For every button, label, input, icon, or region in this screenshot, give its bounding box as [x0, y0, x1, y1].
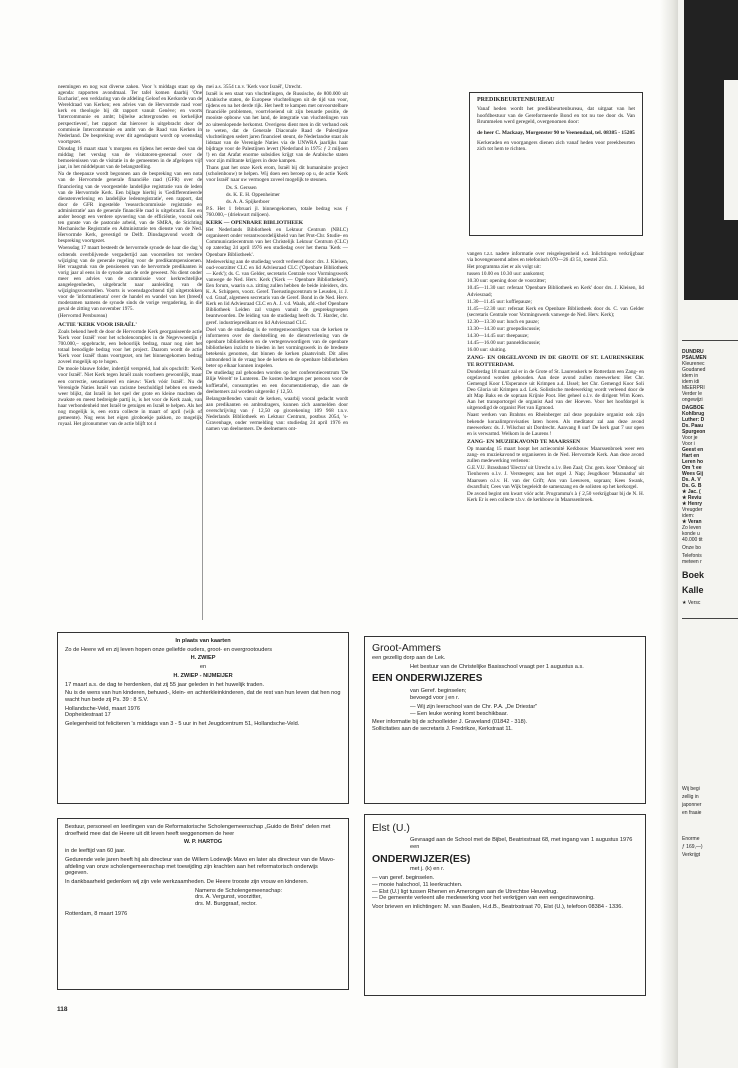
announcement-place: Hollandsche-Veld, maart 1976	[65, 705, 140, 712]
article-paragraph: De mooie blauwe folder, indertijd verspreid, had als opschrift: 'Kerk voor Israël'. Niet Kerk tegen Israël zoals voorheen gewoonlijk, maar een correctie, sensationeel en nieuw: 'Kerk vóór Israël'. Nu de Verenigde Naties Israël van racisme beschuldigd hebben en steeds weer blijkt, dat Israël in het spel der grote en kleine machten de zwakste en meest bedreigde partij is, is het voor de Kerk zaak, van haar verbondenheid met Israël te getuigen en Israël te helpen. Als het nog mogelijk is, een extra collecte in maart of april (wijk of gemeente). Nog eens het eigen giroboekje pakken, zo mogelijk royaal. Het gironummer van de actie blijft tot 4	[58, 366, 202, 428]
strip-line: Luther: D	[682, 417, 705, 423]
strip-line: Ds. G. B	[682, 483, 702, 489]
ad-list-item: — Wij zijn leerschool van de Chr. P.A. „De Driestar"	[410, 703, 538, 710]
strip-line: Kleurenec	[682, 361, 705, 367]
article-paragraph: tussen 10.00 en 10.30 uur: aankomst;	[467, 271, 545, 278]
article-paragraph: 10.30 uur: opening door de voorzitter;	[467, 278, 547, 285]
strip-line: DAGBOE	[682, 405, 704, 411]
article-paragraph: 10.45—11.30 uur: referaat 'Openbare Bibliotheek en Kerk' door drs. J. Kleisen, lid Adviesraad;	[467, 285, 644, 298]
strip-line: ★ Reviu	[682, 495, 702, 501]
obituary-text: Gedurende vele jaren heeft hij als directeur van de Willem Lodewijk Mavo en later als directeur van de Mavo-afdeling van onze scholengemeenschap met toewijding zijn krachten aan het reformatorisch onderwijs gegeven.	[65, 856, 335, 877]
deceased-name: W. P. HARTOG	[183, 839, 223, 846]
dark-image-block	[684, 0, 738, 300]
article-paragraph: Het Nederlands Bibliotheek en Lektuur Centrum (NBLC) organiseert onder verantwoordelijkheid van het Prot-Chr. Studie- en Communicatiecentrum van het Christelijk Lektuur Centrum (CLC) op zaterdag 24 april 1976 een studiedag over het thema 'Kerk — Openbare Bibliotheek'.	[206, 227, 348, 258]
article-paragraph: Donderdag 18 maart zal er in de Grote of St. Laurenskerk te Rotterdam een Zang- en orgelavond worden gehouden. Aan deze avond zullen meewerken: Het Chr. Gemengd Koor L'Esperance uit Krimpen a.d. IJssel; het Chr. Gemengd Koor Soli Deo Gloria uit Krimpen a.d. Lek. Solistische medewerking wordt verleend door de alt Map Baks en de sopraan Krijnie Poot. Het geheel o.l.v. de dirigent Wim Koen. Aan het transportorgel de organist Aad van der Hoeven. Voor het hoofdorgel is uitgenodigd de organist Piet van Egmond.	[467, 368, 644, 412]
article-paragraph: G.E.V.U. Brassband 'Electra' uit Utrecht o.l.v. Ben Zaal; Chr. gem. koor 'Omhoog' uit Tienhoven o.l.v. J. Versteegen; aan het orgel J. Nap; Jeugdkoor 'Maranatha' uit Maarssen o.l.v. H. van der Grift; Ans van Leeuwen, sopraan; Kees Swank, dwarsfluit; Cees van Wijk begeleidt de samenzang en de solisten op het kerkorgel.	[467, 465, 644, 490]
strip-line: ★ Veran	[682, 519, 702, 525]
article-paragraph: Dinsdag 16 maart staat 's morgens en tijdens het eerste deel van de middag het verslag van de visitatoren-generaal over de bemoeienissen van de visitatie in de gemeenten in de afgelopen vijf jaar, in het middelpunt van de belangstelling.	[58, 145, 202, 171]
obituary-text: Bestuur, personeel en leerlingen van de Reformatorische Scholengemeenschap „Guido de Brès" delen met droefheid mee dat de Heere uit dit leven heeft weggenomen de heer	[65, 824, 331, 837]
article-paragraph: 12.30—13.30 uur: lunch en pauze;	[467, 318, 540, 325]
article-paragraph: (Hervormd Persbureau)	[58, 313, 108, 320]
strip-line: Leren ho	[682, 459, 704, 465]
notice-contact: de heer C. Mackaay, Morgenster 90 te Veenendaal, tel. 08385 - 15205	[477, 129, 635, 136]
ad-list-item: — De gemeente verleent alle medewerking voor het verkrijgen van een eengezinswoning.	[372, 895, 595, 902]
article-signature: ds. K. E. H. Oppenheimer	[226, 191, 280, 198]
strip-line: meteen r	[682, 559, 702, 565]
ad-job-title: ONDERWIJZER(ES)	[372, 853, 471, 866]
article-signature: Ds. S. Gerssen	[226, 184, 257, 191]
strip-line: Voor i	[682, 441, 695, 447]
article-paragraph: neemingen en nog wat diverse zaken. Voor 's middags staat op de agenda: rapporten avondmaal. Ter tafel komen daarbij 'One Eucharist', een verklaring van de afdeling Geloof en Kerkorde van de Wereldraad van Kerken; een advies van de Hervormde raad voor kerk en theologie bij dit rapport vanuit Genève; en voorts 'Intercommunie en ambt; bijbelse achtergronden en kerkelijke perspectieven', het rapport dat hierover is uitgebracht door de commissie Intercommunie en ambt van de Raad van Kerken in Nederland. De bespreking over dit agendapunt wordt op woensdag voortgezet.	[58, 84, 202, 145]
article-paragraph: 14.45—16.00 uur: panneldiscussie;	[467, 340, 541, 347]
strip-line: ★ Versc	[682, 600, 701, 606]
article-column-3	[467, 251, 644, 683]
strip-line: Telefonis	[682, 553, 702, 559]
strip-line: Voor je	[682, 435, 698, 441]
article-paragraph: Het programma ziet er als volgt uit:	[467, 264, 542, 271]
strip-line: Spurgeon	[682, 429, 706, 435]
strip-line: zellig in	[682, 794, 699, 800]
strip-line: idem in	[682, 373, 699, 379]
article-paragraph: mei a.s. 3554 t.n.v. 'Kerk voor Israël', Utrecht.	[206, 84, 302, 90]
announcement-text: Nu is de wens van hun kinderen, behuwd-, klein- en achterkleinkinderen, dat de rest van hun leven dat hen nog wacht hun bede zij Ps. 39 : 8 S.V.	[65, 690, 341, 703]
announcement-address: Dopheidestraat 17	[65, 712, 111, 719]
ad-text: Sollicitaties aan de secretaris J. Fredrikze, Kerkstraat 11.	[372, 725, 513, 732]
announcement-text: 17 maart a.s. de dag te herdenken, dat zij 55 jaar geleden in het huwelijk traden.	[65, 681, 265, 688]
article-heading: ACTIE 'KERK VOOR ISRAËL'	[58, 321, 137, 328]
article-paragraph: Doel van de studiedag is de vertegenwoordigers van de kerken te informeren over de doelstelling en de dienstverlening van de openbare bibliotheken en de vertegenwoordigers van de openbare bibliotheken inzicht te bieden in het vormingswerk in de bredeste betekenis genomen, dat binnen de kerken plaatsvindt. Dit alles uitmondend in de vraag hoe de kerken en de openbare bibliotheken beter op elkaar kunnen inspelen.	[206, 326, 348, 370]
notice-heading: PREDIKBEURTENBUREAU	[477, 97, 555, 103]
strip-line: Wees Gij	[682, 471, 704, 477]
predikbeurtenbureau-notice	[469, 92, 643, 236]
obituary-place-date: Rotterdam, 8 maart 1976	[65, 910, 128, 917]
strip-line: Verkrijgt	[682, 852, 701, 858]
page-number: 118	[57, 1006, 68, 1013]
strip-line: en fraaie	[682, 810, 702, 816]
ad-text: met j. (k) en r.	[410, 866, 445, 873]
ad-text: bevoegd voor j en r.	[410, 695, 460, 702]
article-heading: ZANG- EN ORGELAVOND IN DE GROTE OF ST. LAURENSKERK TE ROTTERDAM.	[467, 355, 644, 368]
article-paragraph: 13.30—14.30 uur: groepsdiscussie;	[467, 326, 541, 333]
strip-line: PSALMEN	[682, 355, 707, 361]
article-paragraph: 14.30—14.45 uur: theepauze;	[467, 333, 529, 340]
article-paragraph: 11.30—11.45 uur: koffiepauze;	[467, 298, 532, 305]
strip-heading: Boek	[682, 570, 705, 580]
article-paragraph: P.S. Het 1 februari jl. binnengekomen, totale bedrag was ƒ 760.000,– (driekwart miljoen).	[206, 205, 348, 218]
ad-text: Gevraagd aan de School met de Bijbel, Beatrixstraat 68, met ingang van 1 augustus 1976 een	[410, 837, 633, 850]
strip-line: Vreugder	[682, 507, 703, 513]
strip-line: MEERPRI	[682, 385, 705, 391]
obituary-age: in de leeftijd van 60 jaar.	[65, 848, 126, 855]
article-paragraph: Thans gaat het onze Kerk erom, Israël bij dit humanitaire project (scholenbouw) te helpen. Wij doen een beroep op u, de actie 'Kerk voor Israël' naar uw vermogen zoveel mogelijk te steunen.	[206, 165, 348, 184]
article-column-1	[58, 84, 202, 626]
obituary-signature: Namens de Scholengemeenschap:	[195, 887, 283, 894]
page-fold-shadow	[660, 0, 678, 1068]
obituary-signature: drs. A. Vergunst, voorzitter,	[195, 894, 262, 901]
person-name: H. ZWIEP - NIJMEIJER	[173, 672, 233, 679]
article-paragraph: Op maandag 15 maart hoopt het actiecomité Kerkbouw Maarssenbroek weer een zang- en muziekavond te organiseren in de Ned. Hervormde Kerk. Aan deze avond zullen medewerking verlenen:	[467, 446, 644, 465]
divider	[682, 618, 738, 619]
obituary-text: In dankbaarheid gedenken wij zijn vele werkzaamheden. De Heere trooste zijn vrouw en kinderen.	[65, 878, 309, 885]
article-paragraph: De avond begint om kwart vóór acht. Programma's à ƒ 2,50 verkrijgbaar bij de N. H. Kerk Er is een collecte t.b.v. de kerkbouw in Maarssenbroek.	[467, 490, 644, 503]
strip-heading: Kalle	[682, 585, 704, 595]
strip-line: Verder le	[682, 391, 703, 397]
article-paragraph: vangen t.z.t. nadere informatie over reisgelegenheid e.d. Inlichtingen verkrijgbaar via bovengenoemd adres en telefonisch 070—26 43 51, toestel 253.	[467, 251, 644, 264]
article-paragraph: Na de theepauze wordt begonnen aan de bespreking van een nota van de Hervormde generale financiële raad (GFR) over de financiering van de voorgestelde landelijke registratie van de leden van de Hervormde Kerk. Een bijlage hierbij is 'Gedifferentieerde dienstenverlening en landelijke ledenregistratie', een rapport, dat door de GFR ingestelde 'researchcommissie registratie en administratie' aan de generale financiële raad is uitgebracht. Een en ander beoogt een verdere opvoering van de efficiëntie, vooral ook ten gunste van de pastorale arbeid, van de SMRA, de Stichting Mechanische Registratie en Administratie ten dienste van de Ned. Hervormde Kerk, gevestigd te Delft. Dinsdagavond wordt de bespreking voortgezet.	[58, 171, 202, 245]
job-ad-elst	[364, 814, 646, 996]
strip-line: Goudaned	[682, 367, 706, 373]
strip-line: Hart en	[682, 453, 700, 459]
article-heading: ZANG- EN MUZIEKAVOND TE MAARSSEN	[467, 438, 581, 445]
strip-line: 40.000 tit	[682, 537, 703, 543]
job-ad-groot-ammers	[364, 636, 646, 804]
strip-line: idem idi	[682, 379, 700, 385]
strip-line: ongewijzi	[682, 397, 703, 403]
article-paragraph: Medewerking aan de studiedag wordt verleend door: drs. J. Kleisen, oud-voorzitter CLC en lid Adviesraad CLC ('Openbare Bibliotheek — Kerk'); ds. C. van Gelder, secretaris Centrale voor Vormingswerk vanwege de Ned. Herv. Kerk ('Kerk — Openbare Bibliotheken'). Een forum, waarin o.a. zitting zullen hebben de beide inleiders, drs. K. A. Schippers, voorz. Geref. Toerustingscentrum te Leusden, ir. J. v.d. Graaf, algemeen secretaris van de Geref. Bond in de Ned. Herv. Kerk en lid Adviesraad CLC en A. J. v.d. Waals, afd.-chef Openbare Bibliotheek Leiden zal vragen vanuit de gespreksgroepen beantwoorden. De leiding van de studiedag heeft ds. T. Harder, chr. geref. industriepredikant en lid Adviesraad CLC.	[206, 258, 348, 326]
strip-line: Wij begi	[682, 786, 700, 792]
article-paragraph: 11.45—12.30 uur: referaat Kerk en Openbare Bibliotheek door ds. C. van Gelder (secretaris Centrale voor Vormingswerk vanwege de Ned. Herv. Kerk);	[467, 305, 644, 318]
ad-text: van Geref. beginselen;	[410, 688, 467, 695]
strip-line: Onze bo	[682, 545, 701, 551]
strip-line: idem:	[682, 513, 695, 519]
article-paragraph: Woensdag 17 maart besteedt de hervormde synode de haar die dag 's ochtends overblijvende vergadertijd aan voorstellen tot verdere wijziging van de generale regeling voor de predikantspensioenen. Het vraagstuk van de pensioenen van de hervormde predikanten is vorig jaar al eens in de synode aan de orde geweest. Nu dient onder meer een advies van de commissie voor kerkrechtelijke aangelegenheden, uitgebracht naar aanleiding van de wijzigingsvoorstellen. Voorts is woensdagochtend tijd uitgetrokken voor de 'informatienota' over de handel en wandel van het (breed) moderamen namens de synode sinds de vorige vergadering, in die geval de zitting van november 1975.	[58, 245, 202, 313]
strip-line: Geest en	[682, 447, 704, 453]
strip-line: japonner	[682, 802, 702, 808]
ad-place: Elst (U.)	[372, 822, 410, 834]
conjunction: en	[199, 664, 207, 671]
ad-place: Groot-Ammers	[372, 642, 441, 654]
anniversary-announcement	[57, 632, 349, 804]
strip-line: Enorme	[682, 836, 700, 842]
announcement-text: Gelegenheid tot feliciteren 's middags van 3 - 5 uur in het Jeugdcentrum 51, Hollandsche-Veld.	[65, 721, 300, 728]
strip-line: Ds. Paau	[682, 423, 704, 429]
strip-line: Om 't ee	[682, 465, 702, 471]
strip-line: ★ Henry	[682, 501, 703, 507]
ad-text: Meer informatie bij de schoolleider J. Graveland (01842 - 318).	[372, 719, 528, 726]
article-paragraph: Israël is een staat van vluchtelingen, de Russische, de 800.000 uit Arabische staten, de Europese vluchtelingen uit de tijd van voor, tijdens en na het derde rijk. Het heeft te kampen met onvoorstelbare financiële problemen, voortvloeiend uit zijn benarde positie, de mooiste opbouw van het land, de integratie van vluchtelingen van zo uiteenlopende herkomst. Overigens dient men in dit verband ook te weten, dat de Generale Diaconale Raad de Palestijnse vluchtelingen sedert jaren financieel steunt, de Nederlandse staat als lidstaat van de Verenigde Naties via de UNWRA jaarlijks haar bijdrage voor de Palestijnen levert (Nederland in 1975: ƒ 2 miljoen !) en dat Arafat enorme subsidies krijgt van de Arabische staten voor zijn militante krijgers in deze kampen.	[206, 91, 348, 165]
strip-line: DUNDRU	[682, 349, 704, 355]
ad-list-item: — Elst (U.) ligt tussen Rhenen en Amerongen aan de Utrechtse Heuvelrug.	[372, 888, 558, 895]
ad-text: Het bestuur van de Christelijke Basisschool vraagt per 1 augustus a.s.	[410, 663, 584, 670]
adjacent-page-strip	[678, 0, 738, 1068]
person-name: H. ZWIEP	[190, 655, 216, 662]
article-paragraph: De studiedag zal gehouden worden op het conferentiecentrum 'De Blije Werelt' te Lunteren. De kosten bedragen per persoon voor de koffietafel, consumpties en een documentatiemap, die aan de deelnemers zal worden uitgereikt ƒ 12,50.	[206, 370, 348, 395]
article-signature: ds. A. A. Spijkerboer	[226, 198, 270, 205]
notice-paragraph: Kerkeraden en voorgangers dienen zich vanaf heden voor preekbeurten zich tot hem te richten.	[477, 140, 635, 153]
column-divider	[202, 86, 203, 620]
ad-text: Voor brieven en inlichtingen: M. van Baalen, H.d.B., Beatrixstraat 70, Elst (U.), telefoon 08384 - 1336.	[372, 903, 623, 910]
obituary-announcement	[57, 818, 349, 990]
strip-line: konde u	[682, 531, 700, 537]
article-column-2	[206, 84, 348, 624]
article-paragraph: Belangstellenden vanuit de kerken, waarbij vooral gedacht wordt aan predikanten en ambtsdragers, kunnen zich aanmelden door overschrijving van ƒ 12,50 op girorekening 109 968 t.n.v. Nederlands Bibliotheek en Lektuur Centrum, postbus 2054, 's-Gravenhage, onder vermelding van: studiedag 24 april 1976 en namen van deelnemers. De deelnemers ont-	[206, 395, 348, 433]
announcement-text: Zo de Heere wil en zij leven hopen onze geliefde ouders, groot- en overgrootouders	[65, 646, 273, 653]
strip-line: Ds. A. V	[682, 477, 701, 483]
article-paragraph: Zoals bekend heeft de door de Hervormde Kerk georganiseerde actie 'Kerk voor Israël' voor het scholencomplex in de Negevwoestijn ƒ 700.000,– opgebracht, een behoorlijk bedrag, maar nog niet het totaal benodigde bedrag voor het project. Daarom wordt de actie 'Kerk voor Israël' thans voortgezet, om het binnengekomen bedrag zoveel mogelijk op te hogen.	[58, 328, 202, 366]
announcement-heading: In plaats van kaarten	[175, 638, 231, 644]
strip-line: Kohlbrug	[682, 411, 705, 417]
ad-list-item: — mooie halschool, 11 leerkrachten.	[372, 881, 463, 888]
ad-subtitle: een gezellig dorp aan de Lek.	[372, 655, 446, 661]
notice-paragraph: Vanaf heden wordt het predikbeurtenbureau, dat uitgaat van het hoofdbestuur van de Gereformeerde Bond en tot nu toe door ds. Van Brummelen werd geregeld, overgenomen door:	[477, 106, 635, 126]
strip-line: ★ Jac. (	[682, 489, 701, 495]
ad-list-item: — Een leuke woning komt beschikbaar.	[410, 710, 508, 717]
strip-line: ƒ 169,—)	[682, 844, 703, 850]
article-heading: KERK — OPENBARE BIBLIOTHEEK	[206, 219, 304, 226]
strip-line: Zo leven	[682, 525, 702, 531]
obituary-signature: drs. M. Burggraaf, rector.	[195, 901, 257, 908]
divider	[682, 340, 738, 341]
article-paragraph: Naast werken van Brahms en Rheinberger zal deze populaire organist ook zijn bekende koraalimprovisaties laten horen. Als meditator zal aan deze avond meewerken: ds. J. Wilschut uit Dordrecht. Aanvang 8 uur! De kerk gaat 7 uur open en is verwarmd. Welkom in de Laurens !	[467, 412, 644, 437]
article-paragraph: 16.00 uur: sluiting.	[467, 347, 507, 354]
ad-job-title: EEN ONDERWIJZERES	[372, 673, 483, 685]
ad-list-item: — van geref. beginselen.	[372, 875, 435, 882]
